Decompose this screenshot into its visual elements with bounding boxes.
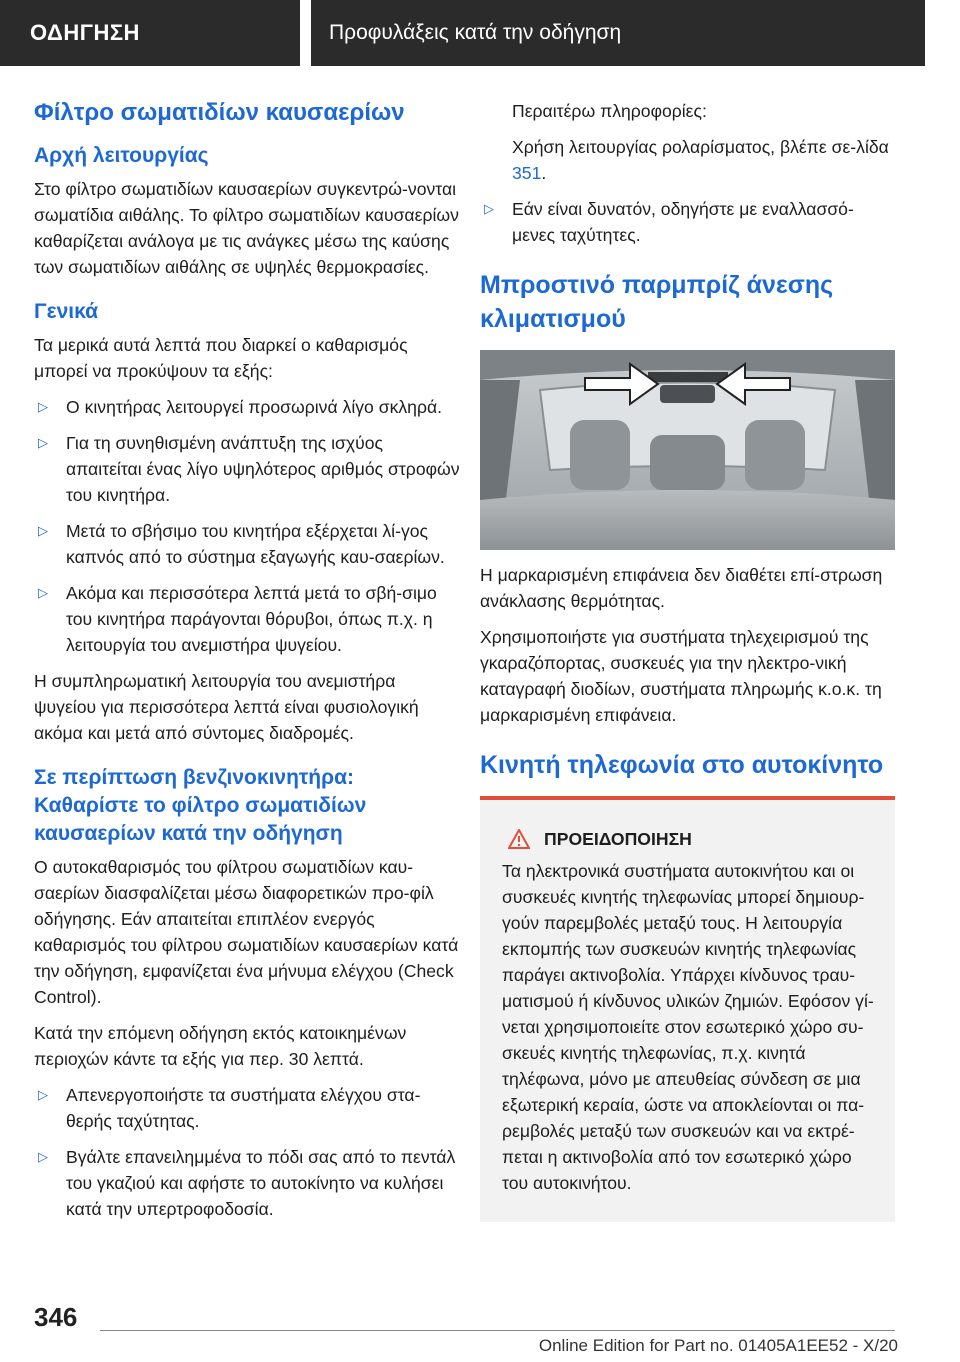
right-column: [480, 98, 895, 1222]
list-item: ▷ Ακόμα και περισσότερα λεπτά μετά το σβή-σιμο του κινητήρα παράγονται θόρυβοι, όπως π.χ. η λειτουργία του ανεμιστήρα ψυγείου.: [34, 580, 460, 658]
page-number: 346: [34, 1302, 78, 1332]
list-item: ▷ Για τη συνηθισμένη ανάπτυξη της ισχύος απαιτείται ένας λίγο υψηλότερος αριθμός στροφών του κινητήρα.: [34, 430, 460, 508]
bullet-list-speeds: [480, 196, 895, 248]
triangle-bullet-icon: ▷: [38, 1149, 48, 1164]
triangle-bullet-icon: ▷: [38, 399, 48, 414]
triangle-bullet-icon: ▷: [38, 1087, 48, 1102]
footer-divider: [100, 1330, 895, 1331]
triangle-bullet-icon: ▷: [38, 435, 48, 450]
paragraph-principle: Στο φίλτρο σωματιδίων καυσαερίων συγκεντρώ-νονται σωματίδια αιθάλης. Το φίλτρο σωματιδίων καυσαερίων καθαρίζεται ανάλογα με τις ανάγκες μέσω της καύσης των σωματιδίων αιθάλης σε υψηλές θερμοκρασίες.: [34, 179, 459, 277]
page-header: [0, 0, 960, 66]
heading-particulate-filter: Φίλτρο σωματιδίων καυσαερίων: [34, 99, 405, 126]
edition-note: Online Edition for Part no. 01405A1EE52 - X/20: [538, 1336, 898, 1355]
list-item: ▷ Απενεργοποιήστε τα συστήματα ελέγχου στα-θερής ταχύτητας.: [34, 1082, 460, 1134]
paragraph-petrol-2: Κατά την επόμενη οδήγηση εκτός κατοικημένων περιοχών κάντε τα εξής για περ. 30 λεπτά.: [34, 1023, 407, 1069]
heading-petrol-engine: Σε περίπτωση βενζινοκινητήρα: Καθαρίστε το φίλτρο σωματιδίων καυσαερίων κατά την οδήγηση: [34, 766, 367, 845]
bullet-list-petrol: [34, 1082, 460, 1222]
triangle-bullet-icon: ▷: [38, 585, 48, 600]
page-link[interactable]: 351: [512, 163, 542, 183]
paragraph-windshield-1: Η μαρκαρισμένη επιφάνεια δεν διαθέτει επί-στρωση ανάκλασης θερμότητας.: [480, 565, 883, 611]
warning-text: Τα ηλεκτρονικά συστήματα αυτοκινήτου και οι συσκευές κινητής τηλεφωνίας μπορεί δημιουρ-γούν παρεμβολές μεταξύ τους. Η λειτουργία εκπομπής των συσκευών κινητής τηλεφωνίας παράγει ακτινοβολία. Υπάρχει κίνδυνος τραυ-ματισμού ή κίνδυνος υλικών ζημιών. Εφόσον γί-νεται χρησιμοποιείτε στον εσωτερικό χώρο συ-σκευές κινητής τηλεφωνίας, π.χ. κινητά τηλέφωνα, μόνο με απευθείας σύνδεση σε μια εξωτερική κεραία, ώστε να αποκλείονται οι πα-ρεμβολές μεταξύ των συσκευών και να εκτρέ-πεται η ακτινοβολία από τον εσωτερικό χώρο του αυτοκινήτου.: [502, 861, 874, 1193]
heading-mobile-phone: Κινητή τηλεφωνία στο αυτοκίνητο: [480, 751, 884, 779]
heading-principle: Αρχή λειτουργίας: [34, 144, 209, 167]
heading-general: Γενικά: [34, 300, 99, 323]
paragraph-general: Τα μερικά αυτά λεπτά που διαρκεί ο καθαρισμός μπορεί να προκύψουν τα εξής:: [34, 335, 408, 381]
cross-reference: Χρήση λειτουργίας ρολαρίσματος, βλέπε σε-λίδα 351.: [512, 137, 889, 183]
triangle-bullet-icon: ▷: [38, 523, 48, 538]
left-column: [34, 98, 460, 1232]
list-item: ▷ Εάν είναι δυνατόν, οδηγήστε με εναλλασσό-μενες ταχύτητες.: [480, 196, 895, 248]
more-info-label: Περαιτέρω πληροφορίες:: [512, 101, 707, 121]
list-item: ▷ Ο κινητήρας λειτουργεί προσωρινά λίγο σκληρά.: [34, 394, 460, 420]
heading-windshield: Μπροστινό παρμπρίζ άνεσης κλιματισμού: [480, 271, 834, 333]
chapter-title: Προφυλάξεις κατά την οδήγηση: [311, 0, 925, 66]
section-title: ΟΔΗΓΗΣΗ: [0, 0, 300, 66]
warning-title: ΠΡΟΕΙΔΟΠΟΙΗΣΗ: [502, 826, 881, 852]
list-item: ▷ Βγάλτε επανειλημμένα το πόδι σας από το πεντάλ του γκαζιού και αφήστε το αυτοκίνητο να κυλήσει κατά την υπερτροφοδοσία.: [34, 1144, 460, 1222]
list-item: ▷ Μετά το σβήσιμο του κινητήρα εξέρχεται λί-γος καπνός από το σύστημα εξαγωγής καυ-σαερίων.: [34, 518, 460, 570]
warning-box: [480, 796, 895, 1222]
warning-triangle-icon: [508, 829, 530, 849]
paragraph-petrol-1: Ο αυτοκαθαρισμός του φίλτρου σωματιδίων καυ-σαερίων διασφαλίζεται μέσω διαφορετικών προ-φίλ οδήγησης. Εάν απαιτείται επιπλέον ενεργός καθαρισμός του φίλτρου σωματιδίων καυσαερίων κατά την οδήγηση, εμφανίζεται ένα μήνυμα ελέγχου (Check Control).: [34, 857, 459, 1007]
bullet-list-general: [34, 394, 460, 658]
windshield-illustration: [480, 350, 895, 550]
paragraph-fan: Η συμπληρωματική λειτουργία του ανεμιστήρα ψυγείου για περισσότερα λεπτά είναι φυσιολογική ακόμα και μετά από σύντομες διαδρομές.: [34, 671, 419, 743]
paragraph-windshield-2: Χρησιμοποιήστε για συστήματα τηλεχειρισμού της γκαραζόπορτας, συσκευές για την ηλεκτρο-νική καταγραφή διοδίων, συστήματα πληρωμής κ.ο.κ. τη μαρκαρισμένη επιφάνεια.: [480, 627, 882, 725]
triangle-bullet-icon: ▷: [484, 201, 494, 216]
